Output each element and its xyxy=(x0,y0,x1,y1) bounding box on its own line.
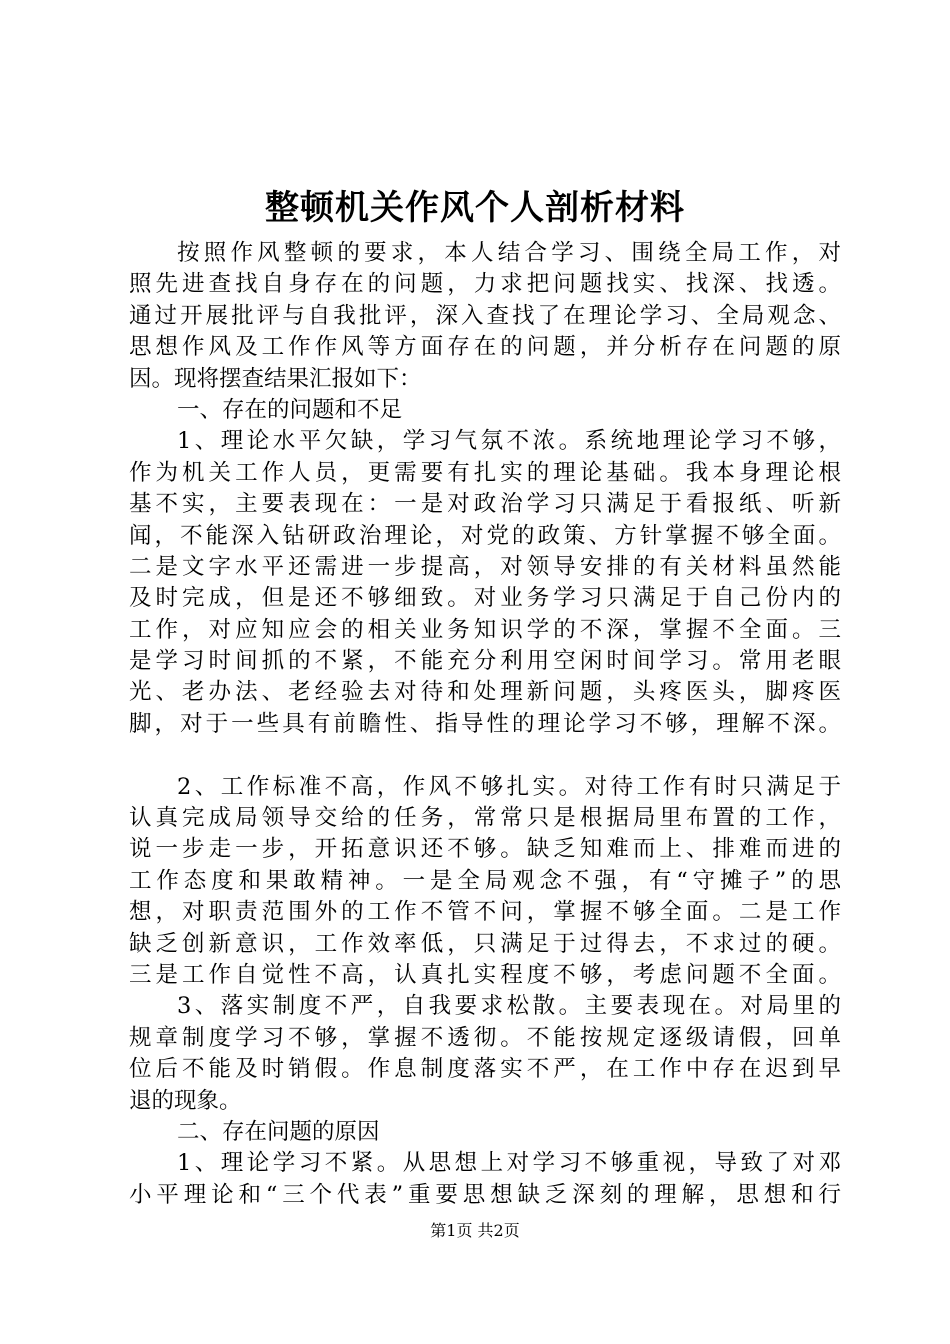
document-title: 整顿机关作风个人剖析材料 xyxy=(265,188,685,228)
paragraph-line: 缺乏创新意识，工作效率低，只满足于过得去，不求过的硬。 xyxy=(129,930,841,957)
paragraph-line: 及时完成，但是还不够细致。对业务学习只满足于自己份内的 xyxy=(129,585,841,612)
section-heading: 二、存在问题的原因 xyxy=(177,1118,380,1145)
paragraph-line: 二是文字水平还需进一步提高，对领导安排的有关材料虽然能 xyxy=(129,553,841,580)
paragraph-line: 因。现将摆查结果汇报如下： xyxy=(129,365,422,392)
paragraph-line: 闻，不能深入钻研政治理论，对党的政策、方针掌握不够全面。 xyxy=(129,522,841,549)
paragraph-line: 退的现象。 xyxy=(129,1087,242,1114)
paragraph-line: 1、理论学习不紧。从思想上对学习不够重视，导致了对邓 xyxy=(177,1150,841,1177)
paragraph-line: 思想作风及工作作风等方面存在的问题，并分析存在问题的原 xyxy=(129,334,841,361)
paragraph-line: 基不实，主要表现在：一是对政治学习只满足于看报纸、听新 xyxy=(129,491,841,518)
paragraph-line: 小平理论和“三个代表”重要思想缺乏深刻的理解，思想和行 xyxy=(129,1181,841,1208)
paragraph-line: 2、工作标准不高，作风不够扎实。对待工作有时只满足于 xyxy=(177,773,841,800)
paragraph-line: 想，对职责范围外的工作不管不问，掌握不够全面。二是工作 xyxy=(129,899,841,926)
blank-line xyxy=(129,740,841,771)
document-body xyxy=(129,238,841,1211)
paragraph-line: 按照作风整顿的要求，本人结合学习、围绕全局工作，对 xyxy=(177,240,841,266)
paragraph-line: 工作，对应知应会的相关业务知识学的不深，掌握不全面。三 xyxy=(129,616,841,643)
section-heading: 一、存在的问题和不足 xyxy=(177,396,403,423)
paragraph-line: 工作态度和果敢精神。一是全局观念不强，有“守摊子”的思 xyxy=(129,867,841,894)
paragraph-line: 位后不能及时销假。作息制度落实不严，在工作中存在迟到早 xyxy=(129,1056,841,1083)
paragraph-line: 脚，对于一些具有前瞻性、指导性的理论学习不够，理解不深。 xyxy=(129,710,841,737)
paragraph-line: 三是工作自觉性不高，认真扎实程度不够，考虑问题不全面。 xyxy=(129,961,841,988)
paragraph-line: 通过开展批评与自我批评，深入查找了在理论学习、全局观念、 xyxy=(129,302,841,329)
paragraph-line: 光、老办法、老经验去对待和处理新问题，头疼医头，脚疼医 xyxy=(129,679,841,706)
paragraph-line: 作为机关工作人员，更需要有扎实的理论基础。我本身理论根 xyxy=(129,459,841,486)
paragraph-line: 认真完成局领导交给的任务，常常只是根据局里布置的工作， xyxy=(129,805,841,832)
paragraph-line: 1、理论水平欠缺，学习气氛不浓。系统地理论学习不够， xyxy=(177,428,841,455)
paragraph-line: 说一步走一步，开拓意识还不够。缺乏知难而上、排难而进的 xyxy=(129,836,841,863)
paragraph-line: 是学习时间抓的不紧，不能充分利用空闲时间学习。常用老眼 xyxy=(129,648,841,675)
paragraph-line: 3、落实制度不严，自我要求松散。主要表现在。对局里的 xyxy=(177,993,841,1020)
paragraph-line: 规章制度学习不够，掌握不透彻。不能按规定逐级请假，回单 xyxy=(129,1024,841,1051)
paragraph-line: 照先进查找自身存在的问题，力求把问题找实、找深、找透。 xyxy=(129,271,841,298)
page-footer: 第1页 共2页 xyxy=(430,1221,520,1240)
